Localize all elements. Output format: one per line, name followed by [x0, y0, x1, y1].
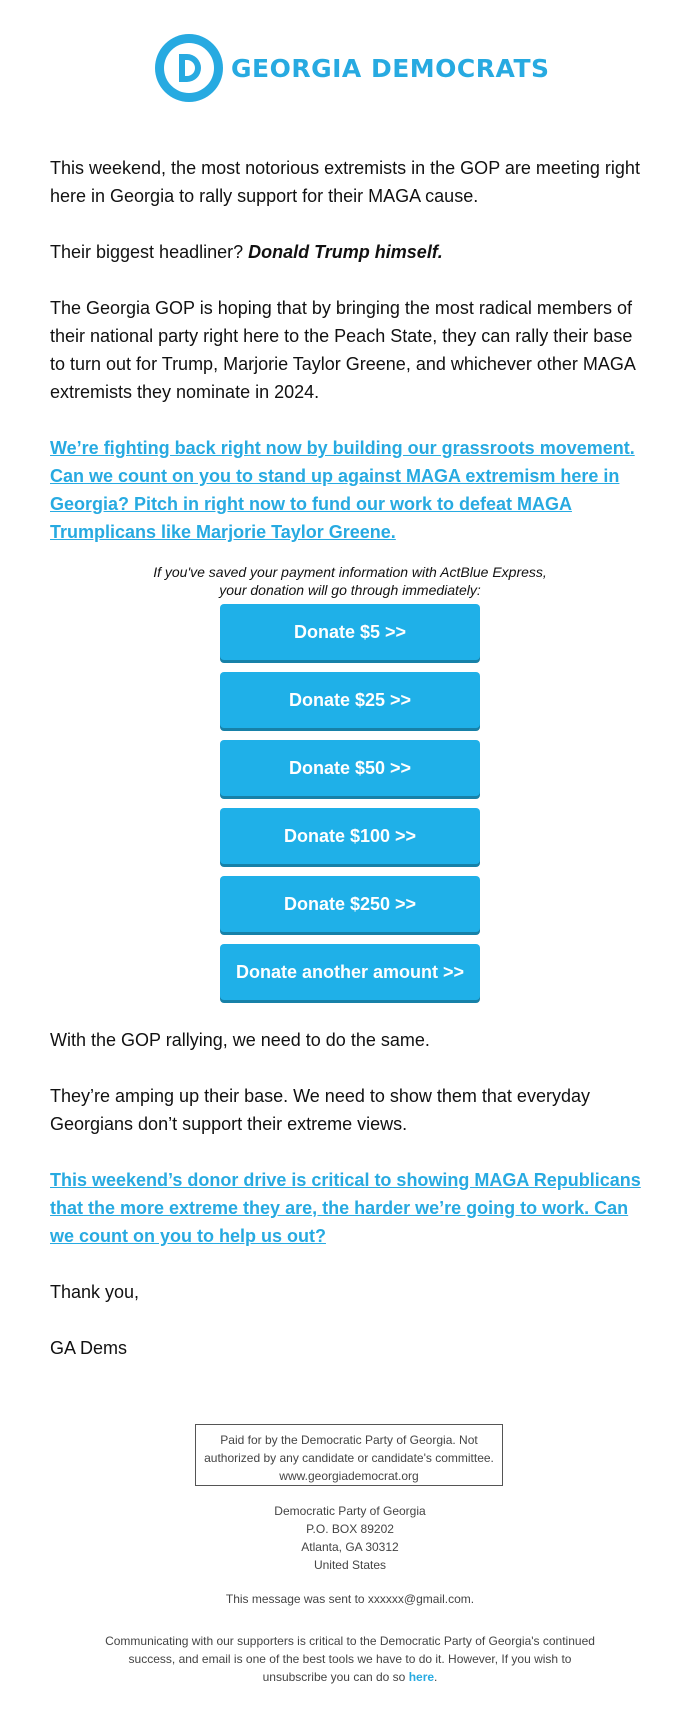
unsubscribe-line-3-text: unsubscribe you can do so — [262, 1670, 409, 1684]
actblue-note-line-2: your donation will go through immediately: — [219, 582, 481, 598]
fight-back-link[interactable] — [50, 434, 650, 546]
signature: GA Dems — [50, 1338, 128, 1358]
fight-back-link-text[interactable]: We’re fighting back right now by building our grassroots movement. Can we count on you to stand up against MAGA extremism here in Georgia? Pitch in right now to fund our work to defeat MAGA Trumplicans like Marjorie Taylor Greene. — [50, 438, 635, 542]
amping-paragraph: They’re amping up their base. We need to show them that everyday Georgians don’t support their extreme views. — [50, 1086, 590, 1134]
paid-for-disclaimer — [195, 1424, 503, 1486]
donate-other-amount-button[interactable]: Donate another amount >> — [220, 944, 480, 1000]
headliner-paragraph — [50, 238, 650, 266]
democrats-d-logo-icon — [155, 34, 223, 102]
headliner-emphasis: Donald Trump himself. — [248, 242, 443, 262]
unsubscribe-line-3 — [90, 1668, 610, 1686]
d-letter-icon — [155, 34, 223, 102]
disclaimer-line-1: Paid for by the Democratic Party of Georgia. Not — [220, 1433, 478, 1447]
donor-drive-link-text[interactable]: This weekend’s donor drive is critical to showing MAGA Republicans that the more extreme they are, the harder we’re going to work. Can we count on you to help us out? — [50, 1170, 641, 1246]
logo-wordmark: GEORGIA DEMOCRATS — [231, 53, 550, 83]
address-country: United States — [313, 1558, 387, 1572]
georgia-democrats-logo[interactable] — [155, 33, 550, 103]
donate-25-button[interactable]: Donate $25 >> — [220, 672, 480, 728]
address-po-box: P.O. BOX 89202 — [306, 1522, 394, 1536]
unsubscribe-line-1: Communicating with our supporters is critical to the Democratic Party of Georgia's continued — [105, 1634, 595, 1648]
rallying-paragraph: With the GOP rallying, we need to do the same. — [50, 1030, 430, 1050]
address-org: Democratic Party of Georgia — [274, 1504, 426, 1518]
disclaimer-website: www.georgiademocrat.org — [279, 1469, 419, 1483]
donate-50-button[interactable]: Donate $50 >> — [220, 740, 480, 796]
unsubscribe-period: . — [434, 1670, 438, 1684]
mailing-address — [150, 1502, 550, 1574]
unsubscribe-line-2: success, and email is one of the best tools we have to do it. However, If you wish to — [128, 1652, 572, 1666]
disclaimer-line-2: authorized by any candidate or candidate's committee. — [204, 1451, 494, 1465]
address-city: Atlanta, GA 30312 — [301, 1540, 399, 1554]
thank-you: Thank you, — [50, 1282, 140, 1302]
gop-paragraph: The Georgia GOP is hoping that by bringing the most radical members of their national party right here to the Peach State, they can rally their base to turn out for Trump, Marjorie Taylor Greene, and whichever other MAGA extremists they nominate in 2024. — [50, 298, 635, 402]
donor-drive-link[interactable] — [50, 1166, 650, 1250]
headliner-lead: Their biggest headliner? — [50, 242, 249, 262]
actblue-note — [100, 563, 600, 599]
donate-5-button[interactable]: Donate $5 >> — [220, 604, 480, 660]
donate-250-button[interactable]: Donate $250 >> — [220, 876, 480, 932]
intro-paragraph: This weekend, the most notorious extremists in the GOP are meeting right here in Georgia to rally support for their MAGA cause. — [50, 158, 640, 206]
donate-100-button[interactable]: Donate $100 >> — [220, 808, 480, 864]
unsubscribe-link[interactable]: here — [408, 1670, 435, 1684]
actblue-note-line-1: If you've saved your payment information with ActBlue Express, — [153, 564, 547, 580]
sent-to-notice: This message was sent to xxxxxx@gmail.com. — [225, 1592, 475, 1606]
unsubscribe-notice — [90, 1632, 610, 1686]
